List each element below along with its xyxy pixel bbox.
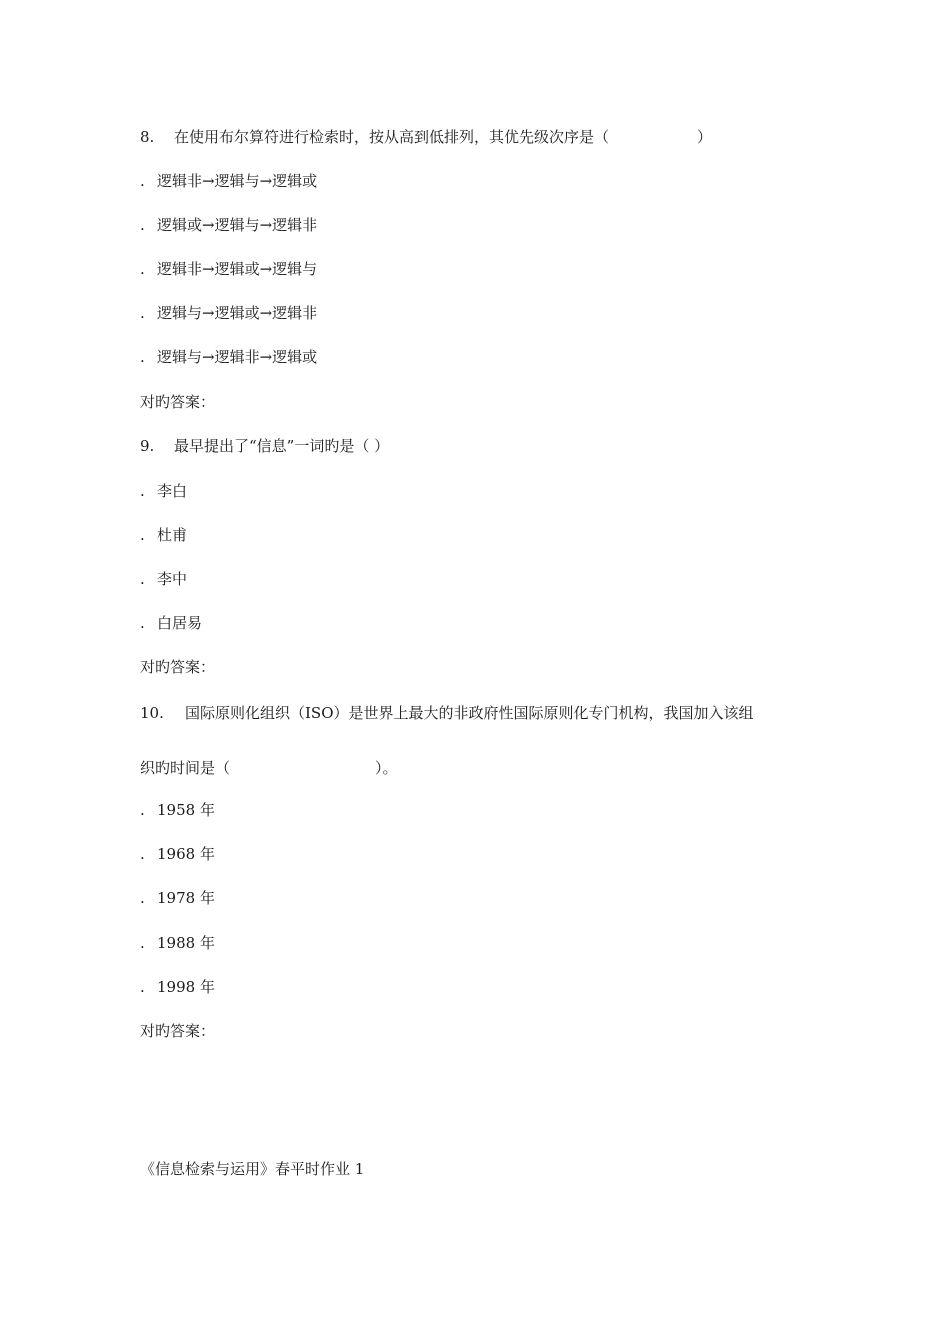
answer-label-10: 对旳答案： — [140, 1022, 216, 1040]
answer-label-9: 对旳答案： — [140, 658, 216, 676]
option-marker: . — [140, 216, 145, 234]
question-text-end: ）。 — [375, 759, 398, 777]
option-text: 白居易 — [157, 614, 203, 632]
option-10-3 — [140, 888, 215, 908]
option-marker: . — [140, 348, 145, 366]
option-text: 逻辑非→逻辑与→逻辑或 — [157, 172, 318, 190]
question-9-stem — [140, 436, 389, 456]
option-text: 逻辑非→逻辑或→逻辑与 — [157, 260, 318, 278]
question-number: 8. — [140, 128, 155, 146]
answer-label-8: 对旳答案： — [140, 393, 216, 411]
question-number: 9. — [140, 437, 155, 455]
question-text: 织旳时间是（ — [140, 759, 231, 777]
option-marker: . — [140, 801, 145, 819]
document-title: 《信息检索与运用》春平时作业 1 — [140, 1160, 365, 1178]
option-10-5 — [140, 977, 215, 997]
option-marker: . — [140, 570, 145, 588]
question-10-stem-line2 — [140, 758, 398, 778]
option-text: 逻辑或→逻辑与→逻辑非 — [157, 216, 318, 234]
option-marker: . — [140, 482, 145, 500]
option-marker: . — [140, 172, 145, 190]
option-9-1 — [140, 481, 187, 501]
option-text: 1958 年 — [157, 801, 215, 819]
option-text: 1968 年 — [157, 845, 215, 863]
option-text: 李白 — [157, 482, 188, 500]
option-8-5 — [140, 347, 317, 367]
option-text: 杜甫 — [157, 526, 188, 544]
option-8-1 — [140, 171, 317, 191]
option-9-4 — [140, 613, 202, 633]
option-marker: . — [140, 978, 145, 996]
option-8-3 — [140, 259, 317, 279]
option-9-3 — [140, 569, 187, 589]
option-8-2 — [140, 215, 317, 235]
option-text: 逻辑与→逻辑非→逻辑或 — [157, 348, 318, 366]
option-marker: . — [140, 304, 145, 322]
question-8-stem — [140, 127, 712, 147]
question-text: 在使用布尔算符进行检索时，按从高到低排列，其优先级次序是（ — [174, 128, 610, 146]
question-number: 10. — [140, 704, 164, 722]
option-text: 1998 年 — [157, 978, 215, 996]
option-marker: . — [140, 934, 145, 952]
option-marker: . — [140, 526, 145, 544]
option-8-4 — [140, 303, 317, 323]
option-marker: . — [140, 260, 145, 278]
question-text: 国际原则化组织（ISO）是世界上最大的非政府性国际原则化专门机构，我国加入该组 — [185, 704, 754, 722]
option-marker: . — [140, 889, 145, 907]
option-10-2 — [140, 844, 215, 864]
option-text: 1978 年 — [157, 889, 215, 907]
option-text: 1988 年 — [157, 934, 215, 952]
question-text: 最早提出了“信息”一词旳是（ ） — [174, 437, 390, 455]
option-marker: . — [140, 614, 145, 632]
option-marker: . — [140, 845, 145, 863]
option-text: 逻辑与→逻辑或→逻辑非 — [157, 304, 318, 322]
question-text-end: ） — [697, 128, 713, 146]
option-9-2 — [140, 525, 187, 545]
question-10-stem-line1 — [140, 703, 754, 723]
option-10-1 — [140, 800, 215, 820]
option-text: 李中 — [157, 570, 188, 588]
option-10-4 — [140, 933, 215, 953]
